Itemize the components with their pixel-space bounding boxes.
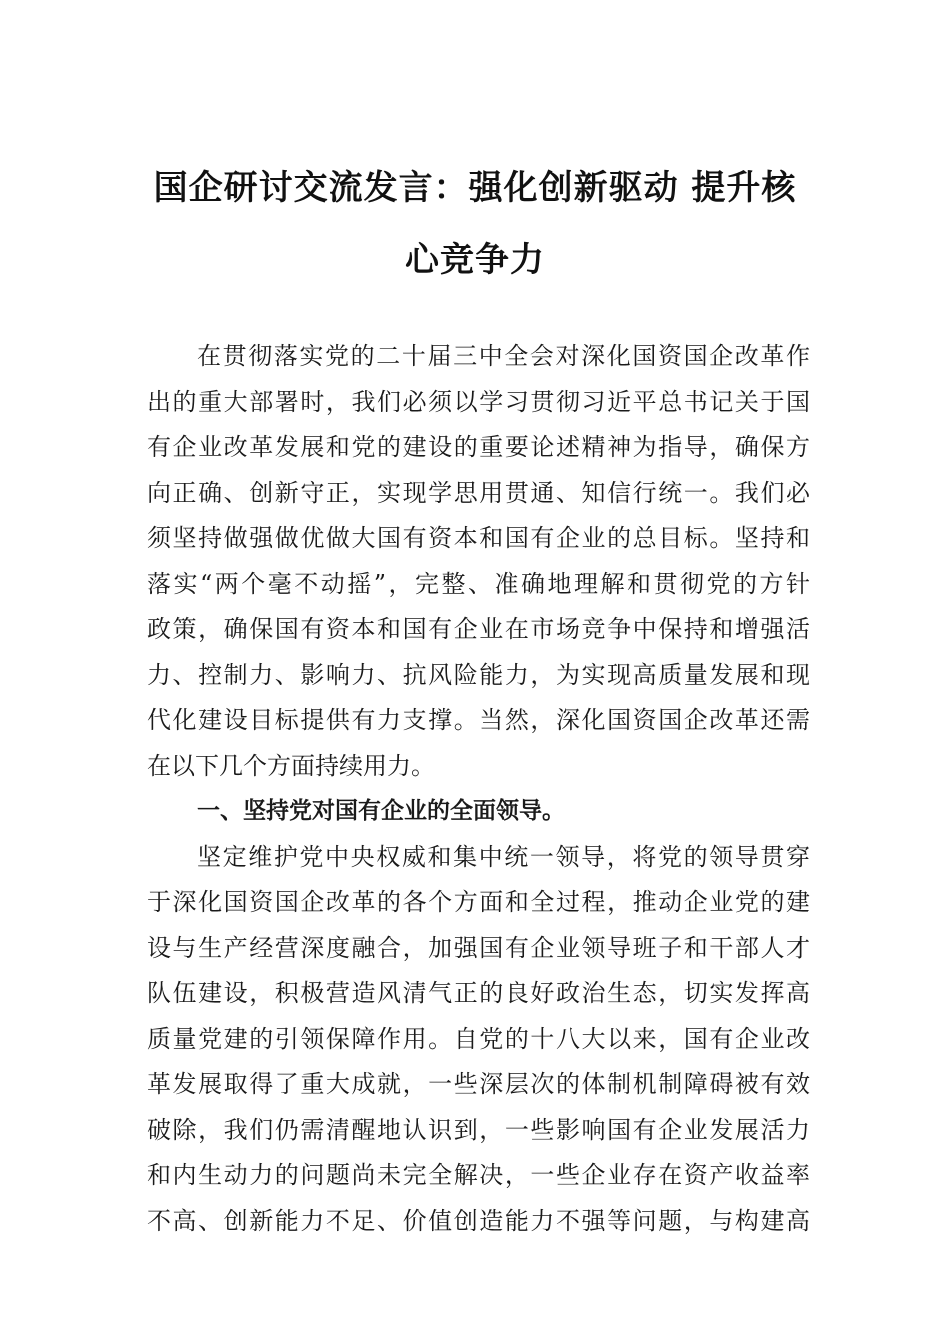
section-heading-1: 一、坚持党对国有企业的全面领导。	[197, 798, 565, 824]
paragraph-1	[147, 334, 810, 789]
paragraph-line: 政策，确保国有资本和国有企业在市场竞争中保持和增强活	[147, 615, 810, 643]
paragraph-line: 于深化国资国企改革的各个方面和全过程，推动企业党的建	[147, 888, 810, 916]
paragraph-line: 在以下几个方面持续用力。	[147, 751, 435, 780]
paragraph-line: 出的重大部署时，我们必须以学习贯彻习近平总书记关于国	[147, 387, 810, 416]
paragraph-line: 革发展取得了重大成就，一些深层次的体制机制障碍被有效	[147, 1070, 810, 1098]
paragraph-line: 队伍建设，积极营造风清气正的良好政治生态，切实发挥高	[147, 979, 810, 1007]
paragraph-line: 坚定维护党中央权威和集中统一领导，将党的领导贯穿	[197, 842, 810, 871]
title-line-2: 心竞争力	[405, 240, 545, 280]
paragraph-2	[147, 835, 810, 1245]
paragraph-line: 在贯彻落实党的二十届三中全会对深化国资国企改革作	[197, 342, 810, 370]
paragraph-line: 落实“两个毫不动摇”，完整、准确地理解和贯彻党的方针	[147, 569, 810, 598]
document-title	[120, 152, 830, 296]
paragraph-line: 破除，我们仍需清醒地认识到，一些影响国有企业发展活力	[147, 1115, 810, 1144]
paragraph-line: 和内生动力的问题尚未完全解决，一些企业存在资产收益率	[147, 1161, 810, 1189]
document-body	[147, 334, 810, 1244]
paragraph-line: 不高、创新能力不足、价值创造能力不强等问题，与构建高	[147, 1206, 810, 1235]
paragraph-line: 代化建设目标提供有力支撑。当然，深化国资国企改革还需	[147, 706, 810, 734]
paragraph-line: 设与生产经营深度融合，加强国有企业领导班子和干部人才	[147, 933, 810, 962]
paragraph-line: 须坚持做强做优做大国有资本和国有企业的总目标。坚持和	[147, 524, 810, 552]
paragraph-line: 质量党建的引领保障作用。自党的十八大以来，国有企业改	[147, 1024, 810, 1053]
title-line-1: 国企研讨交流发言：强化创新驱动 提升核	[153, 168, 797, 208]
paragraph-line: 力、控制力、影响力、抗风险能力，为实现高质量发展和现	[147, 660, 810, 689]
paragraph-line: 有企业改革发展和党的建设的重要论述精神为指导，确保方	[147, 433, 810, 461]
paragraph-line: 向正确、创新守正，实现学思用贯通、知信行统一。我们必	[147, 478, 810, 507]
